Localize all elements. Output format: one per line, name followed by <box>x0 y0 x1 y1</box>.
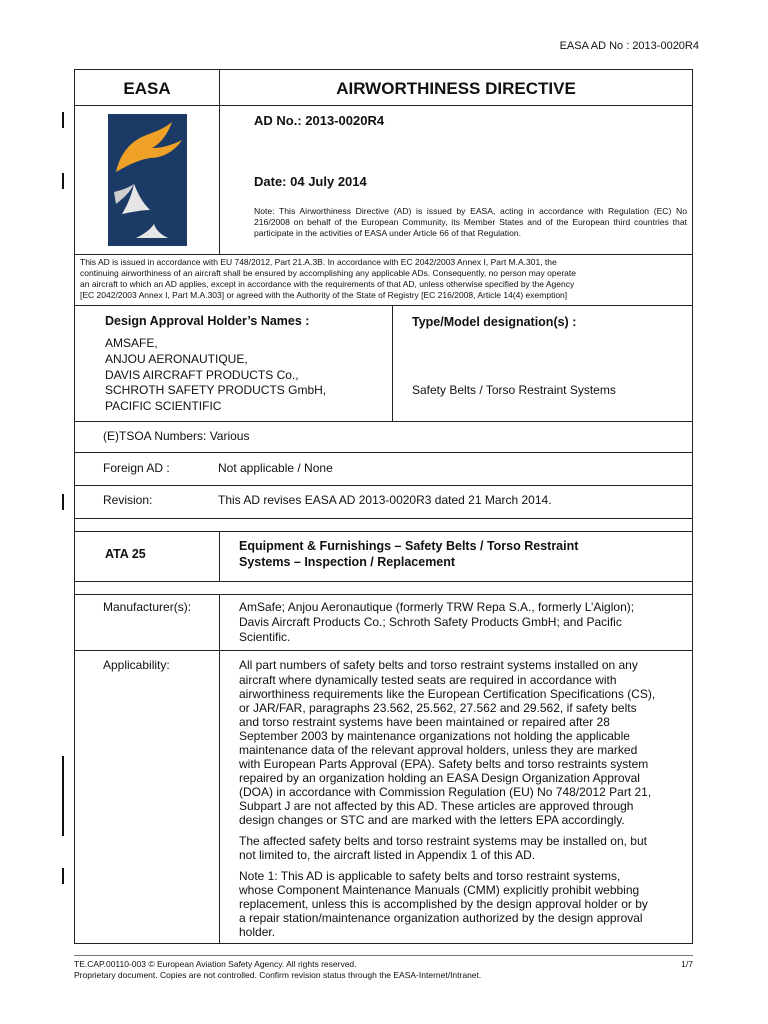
document-type-title: AIRWORTHINESS DIRECTIVE <box>336 79 576 98</box>
applicability-line: The affected safety belts and torso restraint systems may be installed on, but <box>239 834 647 848</box>
issued-line: [EC 2042/2003 Annex I, Part M.A.303] or agreed with the Authority of the State of Registry [EC 216/2008, Article 14(4) exemption] <box>80 290 568 300</box>
applicability-line: not limited to, the aircraft listed in Appendix 1 of this AD. <box>239 848 536 862</box>
design-holder-heading: Design Approval Holder’s Names : <box>105 314 310 328</box>
details-block <box>74 594 693 944</box>
applicability-line: design changes or STC and are marked with the letters EPA accordingly. <box>239 813 625 827</box>
manufacturer-label: Manufacturer(s): <box>103 600 192 614</box>
foreign-ad-label: Foreign AD : <box>103 461 170 475</box>
etsoa-row <box>74 421 693 453</box>
applicability-note-line: a repair station/maintenance organization authorized by the design approval <box>239 911 643 925</box>
footer-rule <box>74 955 693 956</box>
easa-title: EASA <box>123 79 171 98</box>
applicability-line: and torso restraint systems have been maintained or repaired after 28 <box>239 715 610 729</box>
change-bar <box>62 494 64 510</box>
issued-statement-block <box>74 254 693 306</box>
change-bar <box>62 868 64 884</box>
applicability-line: aircraft where dynamically tested seats are required in accordance with <box>239 673 617 687</box>
spacer-row <box>74 518 693 532</box>
applicability-note-line: Note 1: This AD is applicable to safety belts and torso restraint systems, <box>239 869 621 883</box>
design-holder-name: DAVIS AIRCRAFT PRODUCTS Co., <box>105 368 299 382</box>
applicability-line: repaired by an organization holding an EASA Design Organization Approval <box>239 771 640 785</box>
applicability-note-line: holder. <box>239 925 276 939</box>
applicability-note-line: whose Component Maintenance Manuals (CMM) explicitly prohibit webbing <box>239 883 640 897</box>
applicability-line: or JAR/FAR, paragraphs 23.562, 25.562, 27.562 and 29.562, if safety belts <box>239 701 637 715</box>
change-bar <box>62 173 64 189</box>
title-block <box>74 69 693 255</box>
spacer-row <box>74 581 693 595</box>
ata-subject-row <box>74 531 693 582</box>
revision-label: Revision: <box>103 493 153 507</box>
applicability-line: September 2003 by maintenance organizations not holding the applicable <box>239 729 630 743</box>
etsoa-numbers: (E)TSOA Numbers: Various <box>103 429 250 443</box>
manufacturer-line: AmSafe; Anjou Aeronautique (formerly TRW Repa S.A., formerly L’Aiglon); <box>239 600 635 614</box>
design-holder-name: AMSAFE, <box>105 336 158 350</box>
footer-copyright: TE.CAP.00110-003 © European Aviation Safety Agency. All rights reserved. <box>74 959 357 969</box>
design-holder-block <box>74 305 693 422</box>
design-holder-name: PACIFIC SCIENTIFIC <box>105 399 222 413</box>
subject-line: Systems – Inspection / Replacement <box>239 555 456 569</box>
applicability-line: All part numbers of safety belts and torso restraint systems installed on any <box>239 658 638 672</box>
applicability-note-line: replacement, unless this is accomplished by the design approval holder or by <box>239 897 648 911</box>
easa-logo <box>108 114 187 246</box>
footer-proprietary: Proprietary document. Copies are not controlled. Confirm revision status through the EASA-Internet/Intranet. <box>74 970 482 980</box>
page-number: 1/7 <box>681 959 693 969</box>
ad-number: AD No.: 2013-0020R4 <box>254 113 385 128</box>
subject-line: Equipment & Furnishings – Safety Belts / Torso Restraint <box>239 539 579 553</box>
ad-note: Note: This Airworthiness Directive (AD) is issued by EASA, acting in accordance with Regulation (EC) No 216/2008 on behalf of the European Community, its Member States and of the European third countries that participate in the activities of EASA under Article 66 of that Regulation. <box>254 206 687 238</box>
easa-logo-image <box>108 114 187 246</box>
applicability-line: (DOA) in accordance with Commission Regulation (EU) No 748/2012 Part 21, <box>239 785 652 799</box>
manufacturer-line: Scientific. <box>239 630 291 644</box>
applicability-label: Applicability: <box>103 658 170 672</box>
revision-row <box>74 485 693 519</box>
type-designation-heading: Type/Model designation(s) : <box>412 315 577 329</box>
design-holder-name: SCHROTH SAFETY PRODUCTS GmbH, <box>105 383 327 397</box>
change-bar <box>62 112 64 128</box>
revision-value: This AD revises EASA AD 2013-0020R3 dated 21 March 2014. <box>218 493 552 507</box>
change-bar <box>62 756 64 836</box>
applicability-line: maintenance data of the relevant approval holders, unless they are marked <box>239 743 638 757</box>
foreign-ad-row <box>74 452 693 486</box>
issued-line: an aircraft to which an AD applies, except in accordance with the requirements of that AD, unless otherwise specified by the Agency <box>80 279 575 289</box>
applicability-line: airworthiness requirements like the European Certification Specifications (CS), <box>239 687 656 701</box>
foreign-ad-value: Not applicable / None <box>218 461 333 475</box>
header-ad-reference: EASA AD No : 2013-0020R4 <box>559 40 699 52</box>
ad-date: Date: 04 July 2014 <box>254 174 367 189</box>
manufacturer-line: Davis Aircraft Products Co.; Schroth Safety Products GmbH; and Pacific <box>239 615 622 629</box>
design-holder-name: ANJOU AERONAUTIQUE, <box>105 352 248 366</box>
ata-chapter: ATA 25 <box>105 547 146 561</box>
issued-line: continuing airworthiness of an aircraft shall be ensured by accomplishing any applicable ADs. Consequently, no person may operate <box>80 268 576 278</box>
issued-line: This AD is issued in accordance with EU 748/2012, Part 21.A.3B. In accordance with EC 2042/2003 Annex I, Part M.A.301, the <box>80 257 557 267</box>
type-designation-value: Safety Belts / Torso Restraint Systems <box>412 383 616 397</box>
applicability-line: Subpart J are not affected by this AD. These articles are approved through <box>239 799 634 813</box>
applicability-line: with European Parts Approval (EPA). Safety belts and torso restraints system <box>239 757 649 771</box>
